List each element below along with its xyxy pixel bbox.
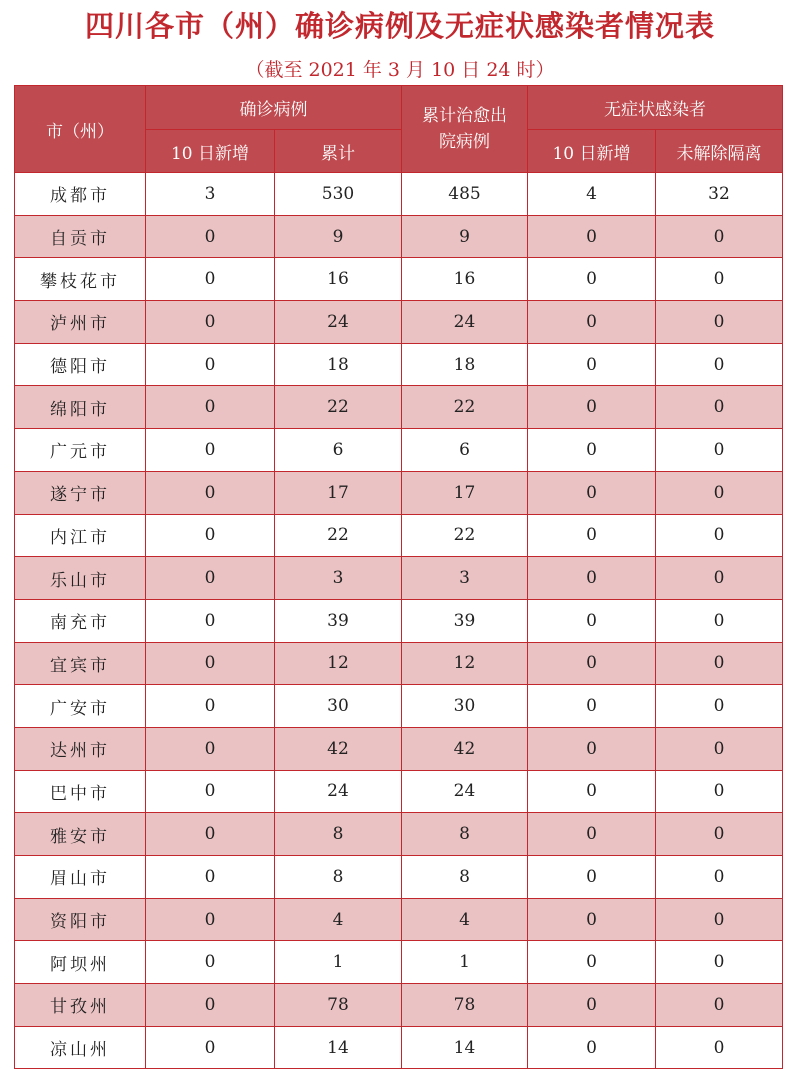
cell-recovered: 14 [402,1026,528,1069]
header-city: 市（州） [15,86,146,173]
cell-confirmed-new: 0 [146,557,275,600]
cell-recovered: 16 [402,258,528,301]
cell-asym-not-released: 0 [656,685,783,728]
table-row [15,514,783,557]
header-row-1 [15,86,783,130]
cell-confirmed-total: 78 [275,984,402,1027]
table-row [15,386,783,429]
cell-asym-new: 4 [528,173,656,216]
table-row [15,343,783,386]
table-row [15,685,783,728]
cell-confirmed-total: 16 [275,258,402,301]
cell-asym-not-released: 32 [656,173,783,216]
cell-confirmed-total: 14 [275,1026,402,1069]
cell-asym-new: 0 [528,727,656,770]
cell-city: 巴中市 [15,770,146,813]
cell-recovered: 12 [402,642,528,685]
cell-city: 德阳市 [15,343,146,386]
cell-confirmed-new: 3 [146,173,275,216]
header-asymptomatic: 无症状感染者 [528,86,783,130]
cell-confirmed-total: 22 [275,514,402,557]
cell-city: 广元市 [15,429,146,472]
cell-city: 乐山市 [15,557,146,600]
cell-confirmed-new: 0 [146,685,275,728]
cell-city: 绵阳市 [15,386,146,429]
cell-asym-new: 0 [528,343,656,386]
cell-asym-new: 0 [528,813,656,856]
header-asym-new: 10 日新增 [528,130,656,173]
header-confirmed-new: 10 日新增 [146,130,275,173]
cell-asym-new: 0 [528,642,656,685]
cell-asym-new: 0 [528,1026,656,1069]
table-row [15,173,783,216]
cell-confirmed-new: 0 [146,301,275,344]
cell-recovered: 4 [402,898,528,941]
cell-confirmed-total: 17 [275,471,402,514]
cell-asym-new: 0 [528,599,656,642]
cell-city: 雅安市 [15,813,146,856]
cell-asym-new: 0 [528,856,656,899]
cell-asym-not-released: 0 [656,258,783,301]
cell-recovered: 22 [402,386,528,429]
cell-confirmed-total: 530 [275,173,402,216]
cell-confirmed-total: 6 [275,429,402,472]
cell-confirmed-new: 0 [146,727,275,770]
cell-city: 资阳市 [15,898,146,941]
table-row [15,770,783,813]
cell-confirmed-new: 0 [146,471,275,514]
cell-confirmed-new: 0 [146,642,275,685]
cell-asym-new: 0 [528,386,656,429]
cell-recovered: 8 [402,856,528,899]
header-confirmed-total: 累计 [275,130,402,173]
cell-confirmed-new: 0 [146,813,275,856]
header-asym-not-released: 未解除隔离 [656,130,783,173]
header-cumulative-recovered-label: 累计治愈出院病例 [422,106,507,152]
table-row [15,856,783,899]
table-row [15,215,783,258]
cell-recovered: 18 [402,343,528,386]
cell-asym-new: 0 [528,685,656,728]
cell-confirmed-total: 9 [275,215,402,258]
cell-confirmed-new: 0 [146,429,275,472]
cell-confirmed-new: 0 [146,215,275,258]
cell-confirmed-new: 0 [146,941,275,984]
cell-city: 内江市 [15,514,146,557]
cell-recovered: 9 [402,215,528,258]
cell-asym-new: 0 [528,984,656,1027]
cell-confirmed-total: 4 [275,898,402,941]
cell-asym-new: 0 [528,941,656,984]
cell-asym-not-released: 0 [656,557,783,600]
cell-recovered: 24 [402,770,528,813]
table-row [15,301,783,344]
cell-recovered: 78 [402,984,528,1027]
cell-city: 自贡市 [15,215,146,258]
cell-confirmed-total: 30 [275,685,402,728]
table-row [15,258,783,301]
cell-city: 南充市 [15,599,146,642]
cell-asym-not-released: 0 [656,642,783,685]
cell-confirmed-new: 0 [146,1026,275,1069]
cell-recovered: 6 [402,429,528,472]
cell-confirmed-total: 1 [275,941,402,984]
cell-asym-new: 0 [528,770,656,813]
cell-asym-not-released: 0 [656,386,783,429]
cell-asym-not-released: 0 [656,514,783,557]
cell-confirmed-new: 0 [146,770,275,813]
cell-asym-new: 0 [528,557,656,600]
cell-confirmed-total: 8 [275,856,402,899]
header-cumulative-recovered [402,86,528,173]
cell-asym-not-released: 0 [656,471,783,514]
cell-asym-new: 0 [528,215,656,258]
cases-table [14,85,783,1069]
cell-recovered: 42 [402,727,528,770]
cell-asym-new: 0 [528,258,656,301]
table-row [15,898,783,941]
cell-asym-new: 0 [528,898,656,941]
table-row [15,727,783,770]
cell-confirmed-total: 8 [275,813,402,856]
cell-asym-new: 0 [528,429,656,472]
cell-recovered: 1 [402,941,528,984]
cell-city: 遂宁市 [15,471,146,514]
table-row [15,813,783,856]
cell-confirmed-new: 0 [146,599,275,642]
cell-asym-not-released: 0 [656,215,783,258]
table-row [15,941,783,984]
cell-recovered: 24 [402,301,528,344]
cell-confirmed-new: 0 [146,386,275,429]
cell-asym-not-released: 0 [656,813,783,856]
cell-confirmed-total: 42 [275,727,402,770]
cell-city: 攀枝花市 [15,258,146,301]
cell-city: 眉山市 [15,856,146,899]
cell-city: 广安市 [15,685,146,728]
cell-asym-not-released: 0 [656,1026,783,1069]
table-row [15,1026,783,1069]
cell-asym-not-released: 0 [656,770,783,813]
cell-confirmed-new: 0 [146,856,275,899]
cell-recovered: 17 [402,471,528,514]
cell-asym-not-released: 0 [656,343,783,386]
table-row [15,471,783,514]
table-row [15,599,783,642]
cell-confirmed-new: 0 [146,343,275,386]
cell-confirmed-total: 22 [275,386,402,429]
cell-city: 甘孜州 [15,984,146,1027]
cell-asym-not-released: 0 [656,301,783,344]
cell-city: 凉山州 [15,1026,146,1069]
cell-city: 达州市 [15,727,146,770]
cell-confirmed-total: 24 [275,770,402,813]
table-row [15,557,783,600]
cell-confirmed-total: 12 [275,642,402,685]
cell-recovered: 39 [402,599,528,642]
cell-asym-not-released: 0 [656,941,783,984]
cell-asym-not-released: 0 [656,727,783,770]
cell-recovered: 22 [402,514,528,557]
cell-confirmed-new: 0 [146,984,275,1027]
page-title: 四川各市（州）确诊病例及无症状感染者情况表 [84,9,715,43]
cell-city: 泸州市 [15,301,146,344]
table-body [15,173,783,1069]
table-row [15,984,783,1027]
cell-city: 宜宾市 [15,642,146,685]
page-subtitle: （截至 2021 年 3 月 10 日 24 时） [245,59,555,81]
table-row [15,642,783,685]
cell-asym-new: 0 [528,301,656,344]
cell-confirmed-total: 18 [275,343,402,386]
cell-city: 阿坝州 [15,941,146,984]
cell-confirmed-new: 0 [146,514,275,557]
cell-recovered: 30 [402,685,528,728]
cell-confirmed-total: 24 [275,301,402,344]
cell-recovered: 8 [402,813,528,856]
cell-asym-not-released: 0 [656,599,783,642]
header-confirmed: 确诊病例 [146,86,402,130]
cell-confirmed-total: 3 [275,557,402,600]
cell-recovered: 3 [402,557,528,600]
cell-asym-not-released: 0 [656,429,783,472]
cell-confirmed-new: 0 [146,898,275,941]
cell-asym-new: 0 [528,471,656,514]
cell-confirmed-total: 39 [275,599,402,642]
table-row [15,429,783,472]
cell-confirmed-new: 0 [146,258,275,301]
cell-asym-not-released: 0 [656,984,783,1027]
cell-asym-new: 0 [528,514,656,557]
cell-city: 成都市 [15,173,146,216]
cell-asym-not-released: 0 [656,856,783,899]
cell-asym-not-released: 0 [656,898,783,941]
cell-recovered: 485 [402,173,528,216]
